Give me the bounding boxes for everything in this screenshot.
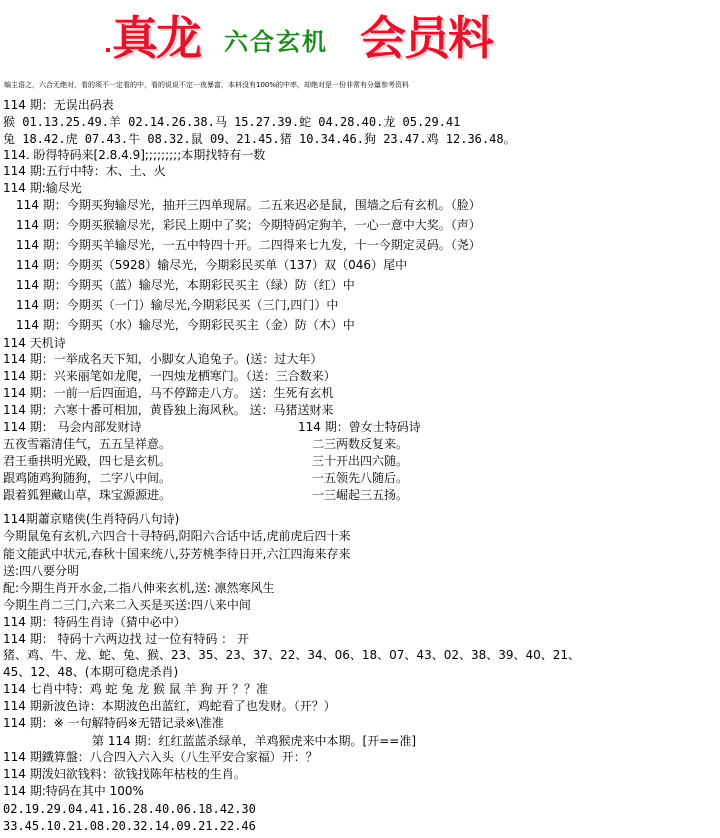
- text-line: 114期蕭京赌侠(生肖特码八句诗): [3, 512, 180, 526]
- text-line: 君王垂拱明光殿，四七是玄机。: [3, 454, 172, 468]
- text-line: 114 期:五行中特：木、土、火: [3, 164, 166, 178]
- text-line: 今期鼠兔有玄机,六四合十寻特码,阴阳六合话中话,虎前虎后四十来: [3, 529, 351, 543]
- text-line: 02.19.29.04.41.16.28.40.06.18.42.30: [3, 802, 256, 816]
- text-line: 114 期：六寒十番可相加，黄昏独上海风秋。 送：马猪送财来: [3, 403, 334, 417]
- text-line: 114 期：无误出码表: [3, 98, 114, 112]
- text-line: 114 期：今期买（蓝）输尽光，本期彩民买主（绿）防（红）中: [16, 278, 355, 292]
- text-line: 五夜雪霜清佳气，五五呈祥意。: [3, 437, 172, 451]
- text-line: 能文能武中状元,春秋十国来统八,芬芳桃李待日开,六江四海来存来: [3, 547, 351, 561]
- text-line: 114 期新波色诗：本期波色出蓝红，鸡蛇看了也发财。（开？）: [3, 699, 336, 713]
- text-line: 猴 01.13.25.49.羊 02.14.26.38.马 15.27.39.蛇 04.28.40.龙 05.29.41: [3, 115, 461, 129]
- disclaimer: 编主语之，六合无绝对，看的须不一定看的中，看的说说不定一夜暴富，本料没有100%的中率，却绝对是一份非常有分量参考资料: [4, 81, 410, 89]
- right-poem-line: 一五领先八随后。: [312, 471, 409, 485]
- right-poem-line: 三十开出四六随。: [312, 454, 409, 468]
- text-line: 114 期：今期买（5928）输尽光，今期彩民买单（137）双（046）尾中: [16, 258, 408, 272]
- logo-dot: [106, 48, 110, 52]
- text-line: 114 期:特码在其中 100%: [3, 784, 144, 798]
- text-line: 配:今期生肖开水金,二指八伸来玄机,送: 凛然寒风生: [3, 581, 275, 595]
- logo-part1: 真龙: [112, 11, 200, 65]
- text-line: 114 期：一举成名天下知，小脚女人追兔子。(送：过大年）: [3, 352, 323, 366]
- text-line: 第 114 期：红红蓝蓝杀绿单，羊鸡猴虎来中本期。[开==准]: [92, 734, 417, 748]
- text-line: 跟着狐狸藏山草，珠宝源源进。: [3, 488, 172, 502]
- text-line: 114 期：兴来丽笔如龙爬，一四烛龙栖寒门。（送：三合数来）: [3, 369, 336, 383]
- text-line: 送:四八要分明: [3, 564, 80, 578]
- right-poem-line: 二三两数反复来。: [312, 437, 409, 451]
- text-line: 今期生肖二三门,六来二入买是买送:四八来中间: [3, 598, 251, 612]
- logo-part3: 会员料: [360, 11, 492, 65]
- text-line: 114 期：今期买（水）输尽光，今期彩民买主（金）防（木）中: [16, 318, 355, 332]
- text-line: 猪、鸡、牛、龙、蛇、兔、猴、23、35、23、37、22、34、06、18、07、43、02、38、39、40、21、: [3, 648, 581, 662]
- text-line: 114 期：一前一后四面追，马不停蹄走八方。 送：生死有玄机: [3, 386, 334, 400]
- text-line: 114. 盼得特码来[2.8.4.9];;;;;;;;;本期找特有一数: [3, 148, 266, 162]
- text-line: 114 期： 特码十六两边找 过一位有特码 ： 开: [3, 632, 249, 646]
- text-line: 114 期： 马会内部发财诗: [3, 420, 142, 434]
- text-line: 114 期泼妇欲钱料：欲钱找陈年枯枝的生肖。: [3, 767, 246, 781]
- text-line: 114 期鐵算盤：八合四入六入头（八生平安合家福）开：？: [3, 750, 318, 764]
- header-logo: [112, 8, 532, 68]
- text-line: 114 期：今期买狗输尽光，抽开三四单现屌。二五来迟必是鼠，围墙之后有玄机。（脸）: [16, 198, 481, 212]
- text-line: 114 期：今期买（一门）输尽光,今期彩民买（三门,四门）中: [16, 298, 339, 312]
- right-poem-line: 一三崛起三五扬。: [312, 488, 409, 502]
- text-line: 45、12、48、(本期可稳虎杀肖): [3, 665, 179, 679]
- text-line: 114 天机诗: [3, 336, 66, 350]
- text-line: 33.45.10.21.08.20.32.14.09.21.22.46: [3, 819, 256, 833]
- text-line: 114 期：※ 一句解特码※无错记录※\准准: [3, 716, 224, 730]
- text-line: 114 期：今期买羊输尽光，一五中特四十开。二四得来七九发，十一今期定灵码。（尧）: [16, 238, 481, 252]
- text-line: 兔 18.42.虎 07.43.牛 08.32.鼠 09、21.45.猪 10.34.46.狗 23.47.鸡 12.36.48。: [3, 132, 516, 146]
- logo-part2: 六合玄机: [224, 27, 328, 56]
- text-line: 114 七肖中特：鸡 蛇 兔 龙 猴 鼠 羊 狗 开 ？？准: [3, 682, 269, 696]
- text-line: 114 期:输尽光: [3, 181, 82, 195]
- text-line: 114 期：今期买猴输尽光，彩民上期中了奖；今期特码定狗羊，一心一意中大奖。（声）: [16, 218, 481, 232]
- right-poem-line: 114 期：曾女士特码诗: [298, 420, 421, 434]
- text-line: 跟鸡随鸡狗随狗，二字八中间。: [3, 471, 172, 485]
- text-line: 114 期：特码生肖诗（猜中必中）: [3, 615, 186, 629]
